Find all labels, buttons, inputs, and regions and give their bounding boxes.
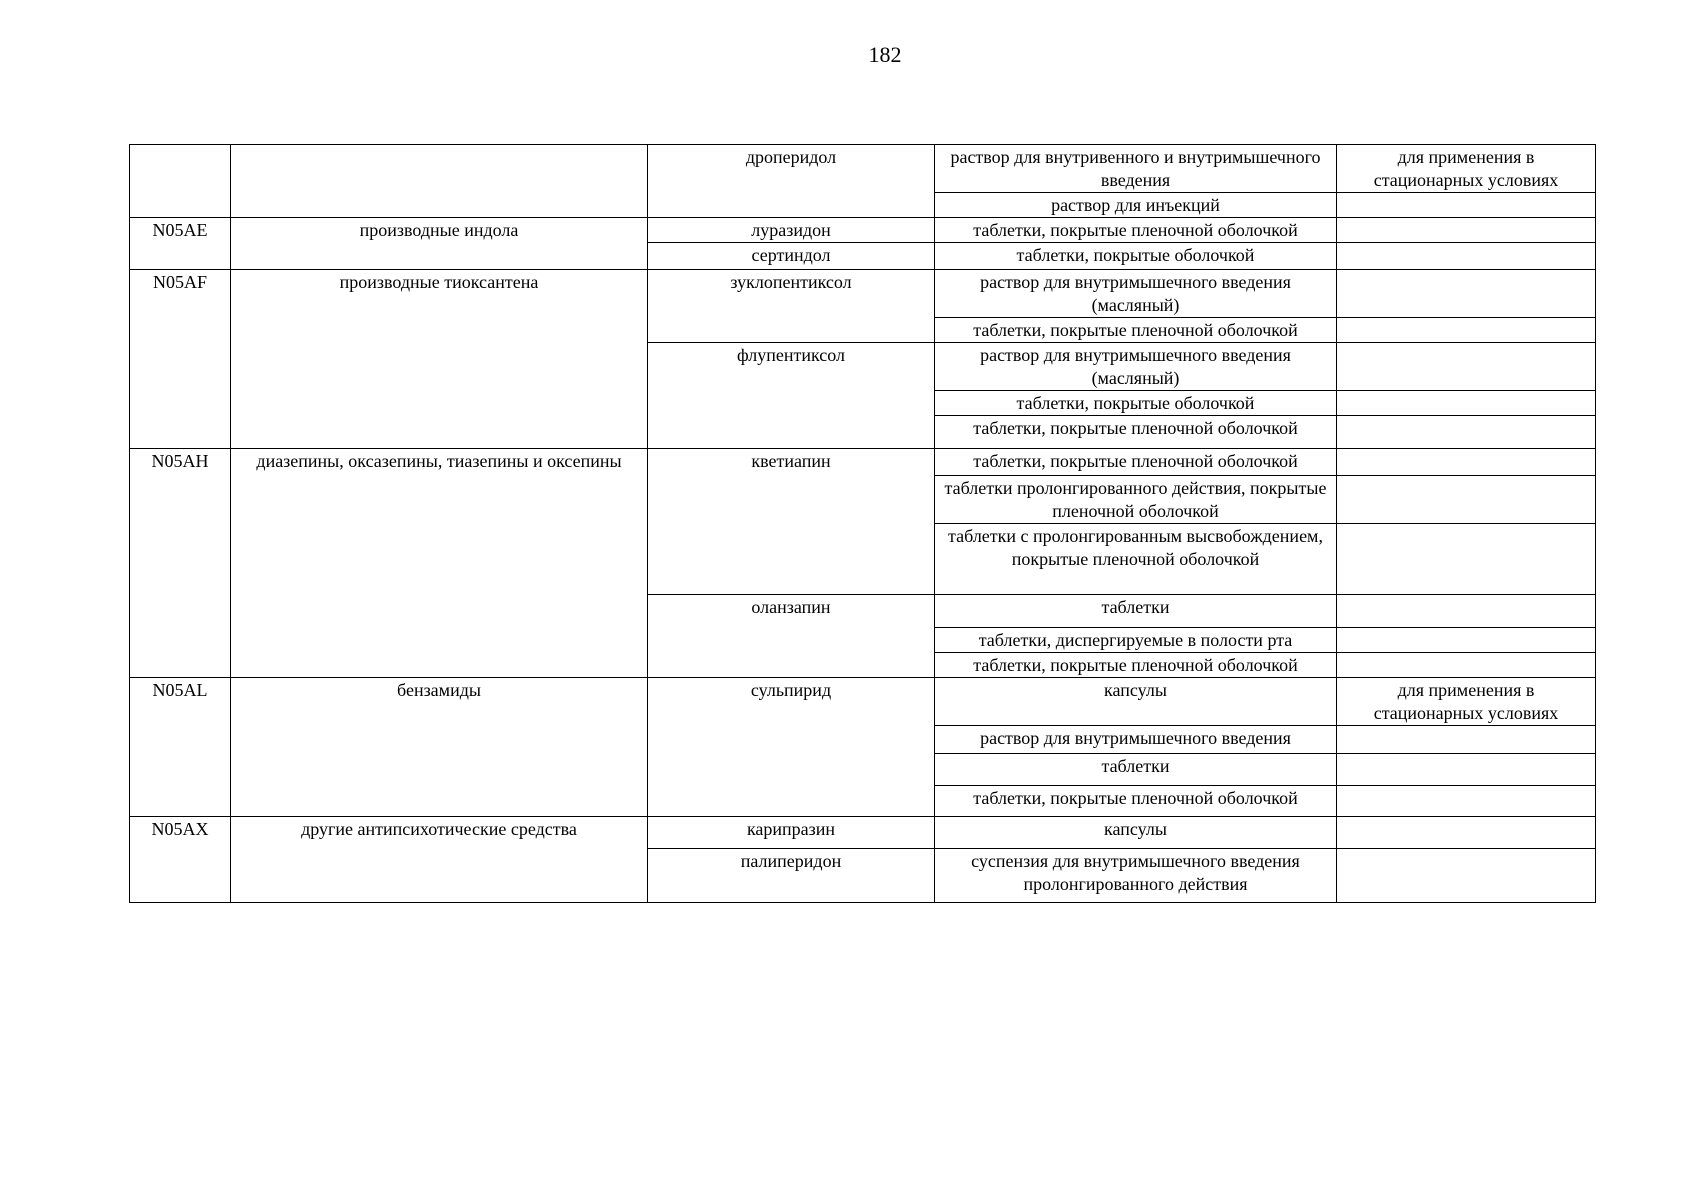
drug-name-cell: зуклопентиксол <box>648 270 935 343</box>
drug-name-cell: луразидон <box>648 218 935 243</box>
dosage-form-cell: таблетки, покрытые оболочкой <box>935 391 1337 416</box>
note-cell: для применения в стационарных условиях <box>1337 678 1596 726</box>
note-cell <box>1337 628 1596 653</box>
dosage-form-cell: таблетки, покрытые пленочной оболочкой <box>935 318 1337 343</box>
table-row <box>130 817 1596 849</box>
table-row <box>130 678 1596 726</box>
dosage-form-cell: капсулы <box>935 817 1337 849</box>
drug-name-cell: сертиндол <box>648 243 935 270</box>
note-cell <box>1337 817 1596 849</box>
note-cell <box>1337 449 1596 476</box>
table-row <box>130 449 1596 476</box>
page-number: 182 <box>868 42 902 67</box>
note-cell: для применения в стационарных условиях <box>1337 145 1596 193</box>
atc-code-cell: N05AX <box>130 817 231 903</box>
dosage-form-cell: раствор для внутримышечного введения (масляный) <box>935 343 1337 391</box>
drug-table-container <box>129 144 1595 903</box>
dosage-form-cell: таблетки, покрытые пленочной оболочкой <box>935 416 1337 449</box>
drug-name-cell: флупентиксол <box>648 343 935 449</box>
drug-table <box>129 144 1596 903</box>
dosage-form-cell: таблетки, диспергируемые в полости рта <box>935 628 1337 653</box>
note-cell <box>1337 318 1596 343</box>
drug-name-cell: дроперидол <box>648 145 935 218</box>
note-cell <box>1337 416 1596 449</box>
note-cell <box>1337 193 1596 218</box>
drug-name-cell: палиперидон <box>648 849 935 903</box>
note-cell <box>1337 726 1596 754</box>
dosage-form-cell: суспензия для внутримышечного введения пролонгированного действия <box>935 849 1337 903</box>
atc-code-cell <box>130 145 231 218</box>
note-cell <box>1337 391 1596 416</box>
dosage-form-cell: таблетки, покрытые оболочкой <box>935 243 1337 270</box>
dosage-form-cell: таблетки с пролонгированным высвобождением, покрытые пленочной оболочкой <box>935 524 1337 595</box>
drug-name-cell: карипразин <box>648 817 935 849</box>
dosage-form-cell: таблетки, покрытые пленочной оболочкой <box>935 653 1337 678</box>
note-cell <box>1337 243 1596 270</box>
note-cell <box>1337 270 1596 318</box>
note-cell <box>1337 218 1596 243</box>
dosage-form-cell: раствор для внутривенного и внутримышечного введения <box>935 145 1337 193</box>
dosage-form-cell: таблетки, покрытые пленочной оболочкой <box>935 449 1337 476</box>
group-name-cell: производные индола <box>231 218 648 270</box>
dosage-form-cell: капсулы <box>935 678 1337 726</box>
note-cell <box>1337 786 1596 817</box>
dosage-form-cell: раствор для инъекций <box>935 193 1337 218</box>
dosage-form-cell: раствор для внутримышечного введения (масляный) <box>935 270 1337 318</box>
note-cell <box>1337 849 1596 903</box>
dosage-form-cell: таблетки <box>935 754 1337 786</box>
group-name-cell: производные тиоксантена <box>231 270 648 449</box>
note-cell <box>1337 476 1596 524</box>
dosage-form-cell: таблетки пролонгированного действия, покрытые пленочной оболочкой <box>935 476 1337 524</box>
dosage-form-cell: таблетки, покрытые пленочной оболочкой <box>935 786 1337 817</box>
atc-code-cell: N05AE <box>130 218 231 270</box>
group-name-cell: диазепины, оксазепины, тиазепины и оксепины <box>231 449 648 678</box>
note-cell <box>1337 595 1596 628</box>
atc-code-cell: N05AH <box>130 449 231 678</box>
note-cell <box>1337 524 1596 595</box>
drug-name-cell: сульпирид <box>648 678 935 817</box>
drug-name-cell: оланзапин <box>648 595 935 678</box>
table-row <box>130 270 1596 318</box>
atc-code-cell: N05AF <box>130 270 231 449</box>
atc-code-cell: N05AL <box>130 678 231 817</box>
table-row <box>130 145 1596 193</box>
note-cell <box>1337 653 1596 678</box>
note-cell <box>1337 343 1596 391</box>
dosage-form-cell: таблетки <box>935 595 1337 628</box>
group-name-cell: другие антипсихотические средства <box>231 817 648 903</box>
dosage-form-cell: таблетки, покрытые пленочной оболочкой <box>935 218 1337 243</box>
table-row <box>130 218 1596 243</box>
dosage-form-cell: раствор для внутримышечного введения <box>935 726 1337 754</box>
drug-name-cell: кветиапин <box>648 449 935 595</box>
group-name-cell <box>231 145 648 218</box>
note-cell <box>1337 754 1596 786</box>
group-name-cell: бензамиды <box>231 678 648 817</box>
